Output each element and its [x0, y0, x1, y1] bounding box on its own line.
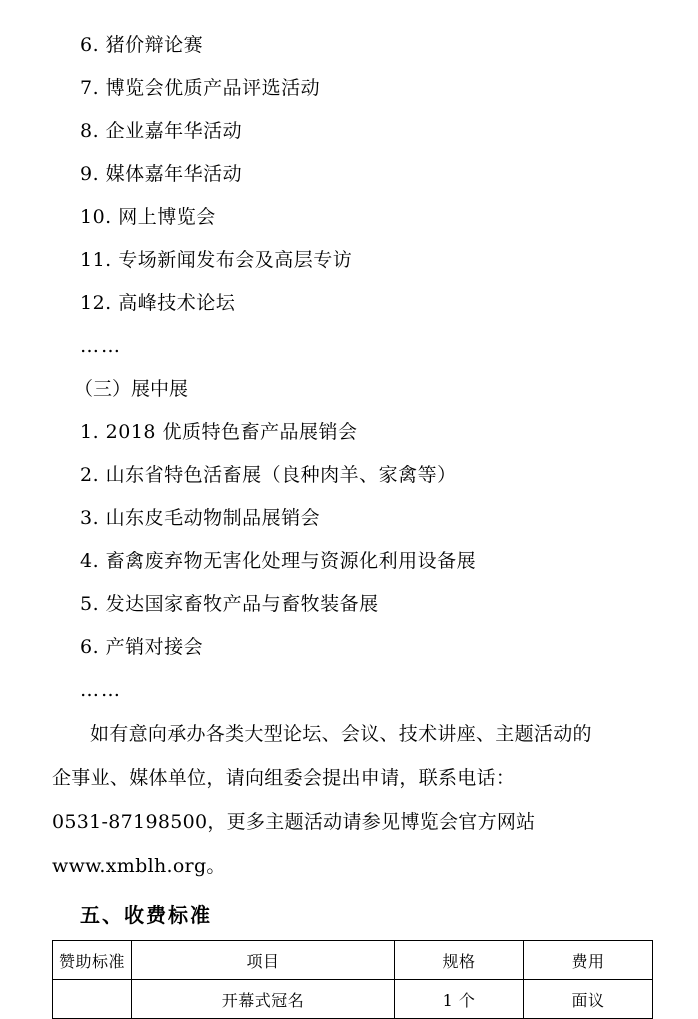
list-item: 5. 发达国家畜牧产品与畜牧装备展: [80, 593, 379, 615]
section-title: 五、收费标准: [80, 903, 212, 927]
ellipsis-marker: ……: [80, 335, 122, 357]
list-item: 11. 专场新闻发布会及高层专访: [80, 249, 353, 271]
list-item: 10. 网上博览会: [80, 206, 216, 228]
paragraph-line: 0531-87198500，更多主题活动请参见博览会官方网站: [52, 811, 536, 833]
list-item: 4. 畜禽废弃物无害化处理与资源化利用设备展: [80, 550, 477, 572]
list-item: 12. 高峰技术论坛: [80, 292, 236, 314]
list-item: 6. 猪价辩论赛: [80, 34, 204, 56]
table-header-cell: 费用: [524, 941, 653, 980]
list-item: 1. 2018 优质特色畜产品展销会: [80, 421, 358, 443]
table-cell: 面议: [524, 980, 653, 1019]
list-item: 7. 博览会优质产品评选活动: [80, 77, 321, 99]
table-row: [53, 980, 653, 1019]
table-cell: 开幕式冠名: [132, 980, 395, 1019]
table-header-cell: 规格: [395, 941, 524, 980]
list-item: 6. 产销对接会: [80, 636, 204, 658]
fee-table: [52, 940, 653, 1019]
table-cell: [53, 980, 132, 1019]
paragraph-line: 如有意向承办各类大型论坛、会议、技术讲座、主题活动的: [90, 723, 592, 745]
list-item: 8. 企业嘉年华活动: [80, 120, 243, 142]
paragraph-line: 企事业、媒体单位，请向组委会提出申请，联系电话：: [52, 767, 516, 789]
subsection-heading: （三）展中展: [74, 378, 189, 400]
list-item: 3. 山东皮毛动物制品展销会: [80, 507, 321, 529]
list-item: 9. 媒体嘉年华活动: [80, 163, 243, 185]
ellipsis-marker: ……: [80, 679, 122, 701]
paragraph-line: www.xmblh.org。: [52, 855, 226, 877]
table-header-row: [53, 941, 653, 980]
table-header-cell: 项目: [132, 941, 395, 980]
table-cell: 1 个: [395, 980, 524, 1019]
table-header-cell: 赞助标准: [53, 941, 132, 980]
list-item: 2. 山东省特色活畜展（良种肉羊、家禽等）: [80, 464, 457, 486]
